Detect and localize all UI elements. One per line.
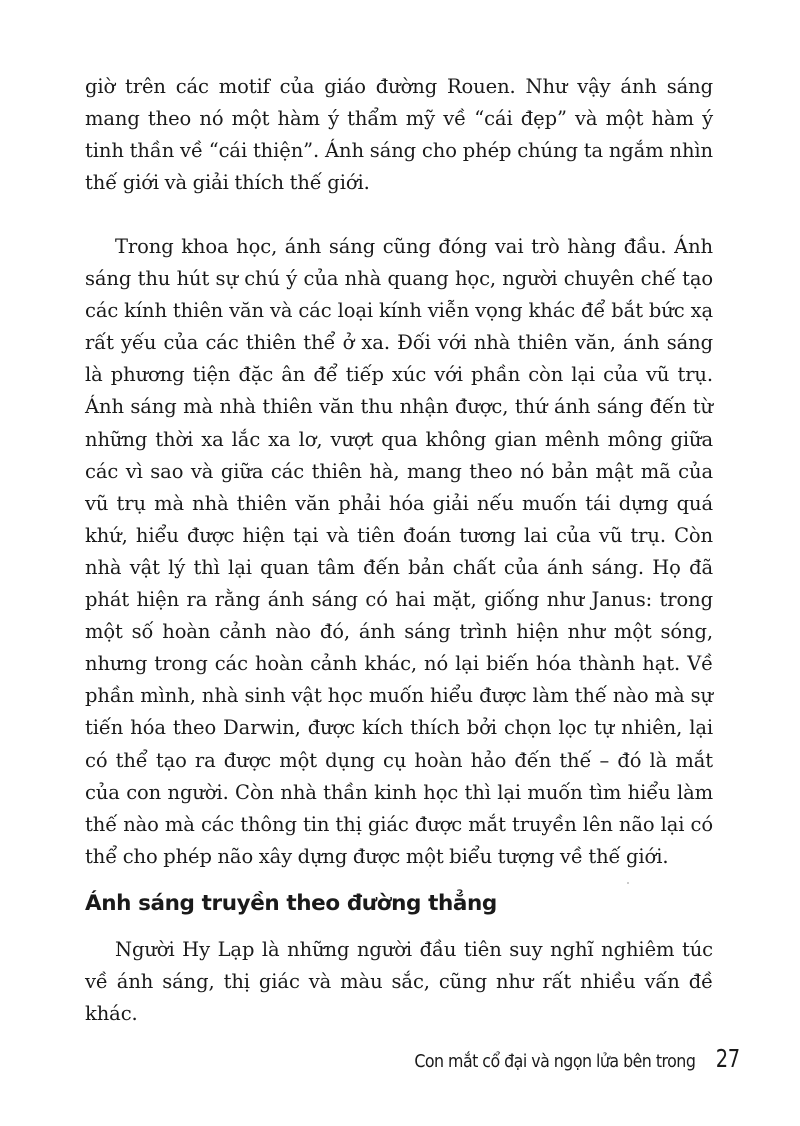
paragraph-1: giờ trên các motif của giáo đường Rouen. Như vậy ánh sáng mang theo nó một hàm ý thẩm mỹ về “cái đẹp” và một hàm ý tinh thần về “cái thiện”. Ánh sáng cho phép chúng ta ngắm nhìn thế giới và giải thích thế giới. — [85, 75, 713, 195]
page-number: 27 — [715, 1044, 740, 1073]
page-footer — [376, 1044, 740, 1073]
paper-speck — [627, 882, 629, 884]
running-title: Con mắt cổ đại và ngọn lửa bên trong — [414, 1051, 696, 1072]
paragraph-3: Người Hy Lạp là những người đầu tiên suy nghĩ nghiêm túc về ánh sáng, thị giác và màu sắc, cũng như rất nhiều vấn đề khác. — [85, 938, 713, 1026]
section-heading: Ánh sáng truyền theo đường thẳng — [85, 891, 497, 916]
paragraph-2: Trong khoa học, ánh sáng cũng đóng vai trò hàng đầu. Ánh sáng thu hút sự chú ý của nhà quang học, người chuyên chế tạo các kính thiên văn và các loại kính viễn vọng khác để bắt bức xạ rất yếu của các thiên thể ở xa. Đối với nhà thiên văn, ánh sáng là phương tiện đặc ân để tiếp xúc với phần còn lại của vũ trụ. Ánh sáng mà nhà thiên văn thu nhận được, thứ ánh sáng đến từ những thời xa lắc xa lơ, vượt qua không gian mênh mông giữa các vì sao và giữa các thiên hà, mang theo nó bản mật mã của vũ trụ mà nhà thiên văn phải hóa giải nếu muốn tái dựng quá khứ, hiểu được hiện tại và tiên đoán tương lai của vũ trụ. Còn nhà vật lý thì lại quan tâm đến bản chất của ánh sáng. Họ đã phát hiện ra rằng ánh sáng có hai mặt, giống như Janus: trong một số hoàn cảnh nào đó, ánh sáng trình hiện như một sóng, nhưng trong các hoàn cảnh khác, nó lại biến hóa thành hạt. Về phần mình, nhà sinh vật học muốn hiểu được làm thế nào mà sự tiến hóa theo Darwin, được kích thích bởi chọn lọc tự nhiên, lại có thể tạo ra được một dụng cụ hoàn hảo đến thế – đó là mắt của con người. Còn nhà thần kinh học thì lại muốn tìm hiểu làm thế nào mà các thông tin thị giác được mắt truyền lên não lại có thể cho phép não xây dựng được một biểu tượng về thế giới. — [85, 235, 713, 868]
